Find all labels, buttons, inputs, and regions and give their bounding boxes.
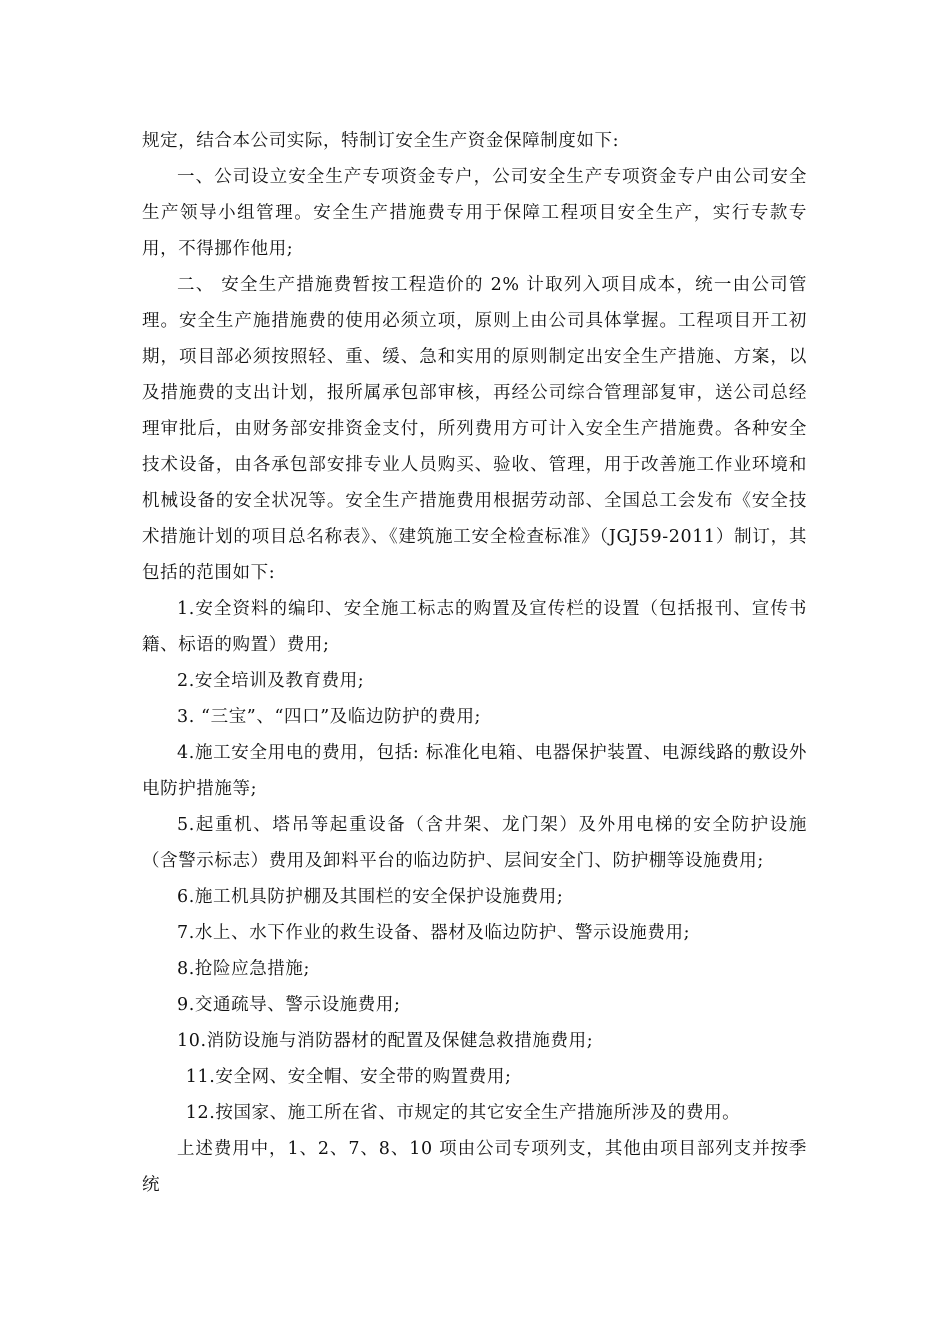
paragraph-clause-1: 一、公司设立安全生产专项资金专户，公司安全生产专项资金专户由公司安全生产领导小组管理。安全生产措施费专用于保障工程项目安全生产，实行专款专用，不得挪作他用; (142, 167, 807, 259)
list-item-3: 3. “三宝”、“四口”及临边防护的费用; (177, 707, 482, 727)
list-item-7: 7.水上、水下作业的救生设备、器材及临边防护、警示设施费用; (177, 923, 691, 943)
paragraph-intro-continuation: 规定，结合本公司实际，特制订安全生产资金保障制度如下: (142, 131, 620, 151)
list-item-10: 10.消防设施与消防器材的配置及保健急救措施费用; (177, 1031, 594, 1051)
list-item-6: 6.施工机具防护棚及其围栏的安全保护设施费用; (177, 887, 564, 907)
list-item-2: 2.安全培训及教育费用; (177, 671, 365, 691)
paragraph-summary: 上述费用中，1、2、7、8、10 项由公司专项列支，其他由项目部列支并按季统 (142, 1139, 807, 1195)
paragraph-clause-2: 二、 安全生产措施费暂按工程造价的 2% 计取列入项目成本，统一由公司管理。安全生产施措施费的使用必须立项，原则上由公司具体掌握。工程项目开工初期，项目部必须按照轻、重、缓、急和实用的原则制定出安全生产措施、方案，以及措施费的支出计划，报所属承包部审核，再经公司综合管理部复审，送公司总经理审批后，由财务部安排资金支付，所列费用方可计入安全生产措施费。各种安全技术设备，由各承包部安排专业人员购买、验收、管理，用于改善施工作业环境和机械设备的安全状况等。安全生产措施费用根据劳动部、全国总工会发布《安全技术措施计划的项目总名称表》、《建筑施工安全检查标准》（JGJ59-2011）制订，其包括的范围如下: (142, 275, 807, 583)
document-body (142, 123, 807, 1203)
list-item-12: 12.按国家、施工所在省、市规定的其它安全生产措施所涉及的费用。 (185, 1103, 741, 1123)
list-item-5: 5.起重机、塔吊等起重设备（含井架、龙门架）及外用电梯的安全防护设施（含警示标志）费用及卸料平台的临边防护、层间安全门、防护棚等设施费用; (142, 815, 807, 871)
list-item-8: 8.抢险应急措施; (177, 959, 310, 979)
list-item-4: 4.施工安全用电的费用，包括: 标准化电箱、电器保护装置、电源线路的敷设外电防护措施等; (142, 743, 807, 799)
list-item-11: 11.安全网、安全帽、安全带的购置费用; (185, 1067, 512, 1087)
list-item-9: 9.交通疏导、警示设施费用; (177, 995, 401, 1015)
list-item-1: 1.安全资料的编印、安全施工标志的购置及宣传栏的设置（包括报刊、宣传书籍、标语的购置）费用; (142, 599, 807, 655)
